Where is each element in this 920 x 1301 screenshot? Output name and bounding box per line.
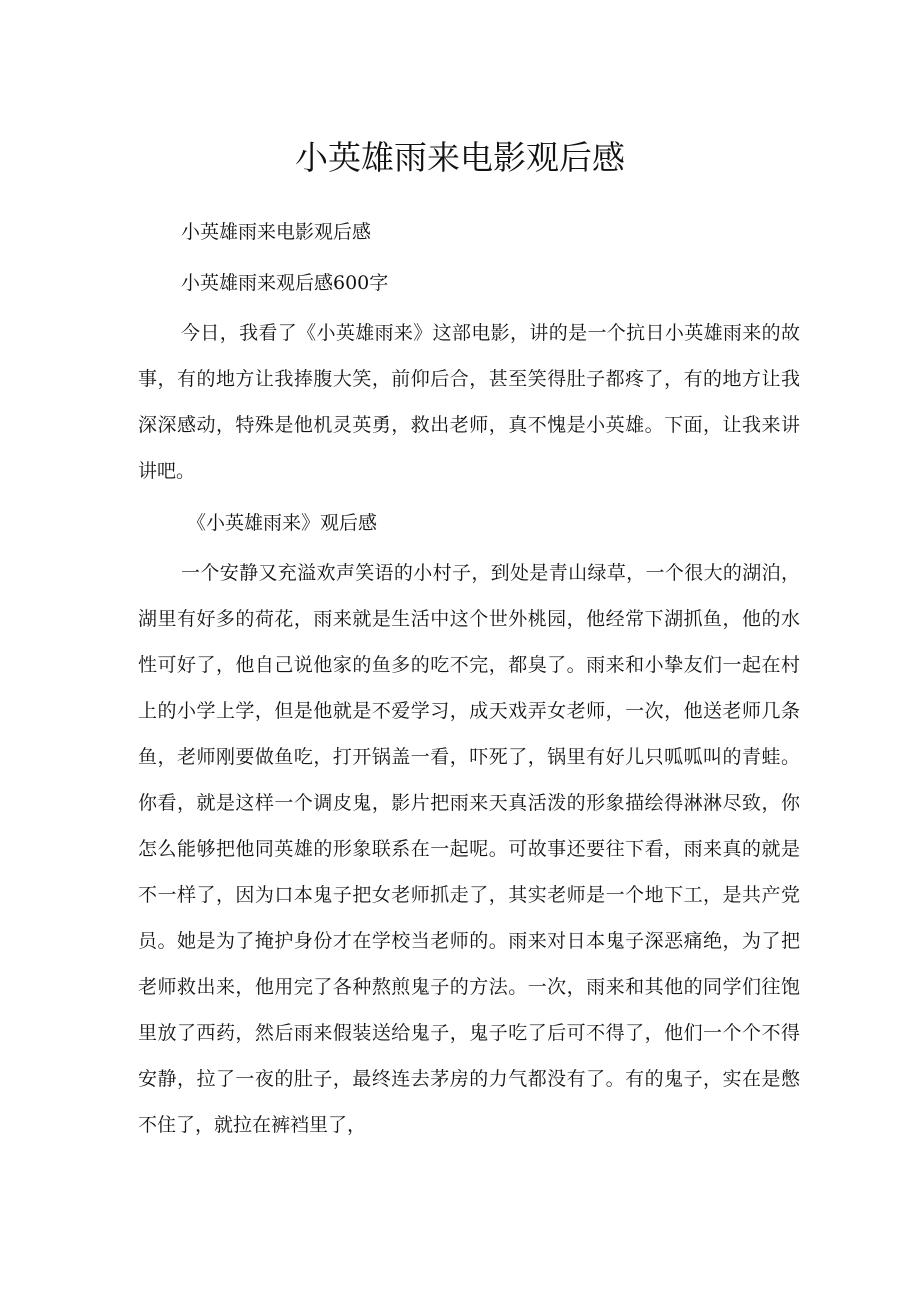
document-title: 小英雄雨来电影观后感 xyxy=(295,138,625,177)
paragraph-1: 今日，我看了《小英雄雨来》这部电影，讲的是一个抗日小英雄雨来的故事，有的地方让我捧腹大笑，前仰后合，甚至笑得肚子都疼了，有的地方让我深深感动，特殊是他机灵英勇，救出老师，真不愧是小英雄。下面，让我来讲讲吧。 xyxy=(138,322,800,482)
section-heading: 《小英雄雨来》观后感 xyxy=(187,512,378,534)
subheading-1: 小英雄雨来电影观后感 xyxy=(181,221,372,243)
paragraph-2: 一个安静又充溢欢声笑语的小村子，到处是青山绿草，一个很大的湖泊，湖里有好多的荷花，雨来就是生活中这个世外桃园，他经常下湖抓鱼，他的水性可好了，他自己说他家的鱼多的吃不完，都臭了。雨来和小挚友们一起在村上的小学上学，但是他就是不爱学习，成天戏弄女老师，一次，他送老师几条鱼，老师刚要做鱼吃，打开锅盖一看，吓死了，锅里有好儿只呱呱叫的青蛙。你看，就是这样一个调皮鬼，影片把雨来天真活泼的形象描绘得淋淋尽致，你怎么能够把他同英雄的形象联系在一起呢。可故事还要往下看，雨来真的就是不一样了，因为口本鬼子把女老师抓走了，其实老师是一个地下工，是共产党员。她是为了掩护身份才在学校当老师的。雨来对日本鬼子深恶痛绝，为了把老师救出来，他用完了各种熬煎鬼子的方法。一次，雨来和其他的同学们往饱里放了西药，然后雨来假装送给鬼子，鬼子吃了后可不得了，他们一个个不得安静，拉了一夜的肚子，最终连去茅房的力气都没有了。有的鬼子，实在是憋不住了，就拉在裤裆里了， xyxy=(138,562,800,1136)
subheading-2: 小英雄雨来观后感600字 xyxy=(181,272,389,294)
